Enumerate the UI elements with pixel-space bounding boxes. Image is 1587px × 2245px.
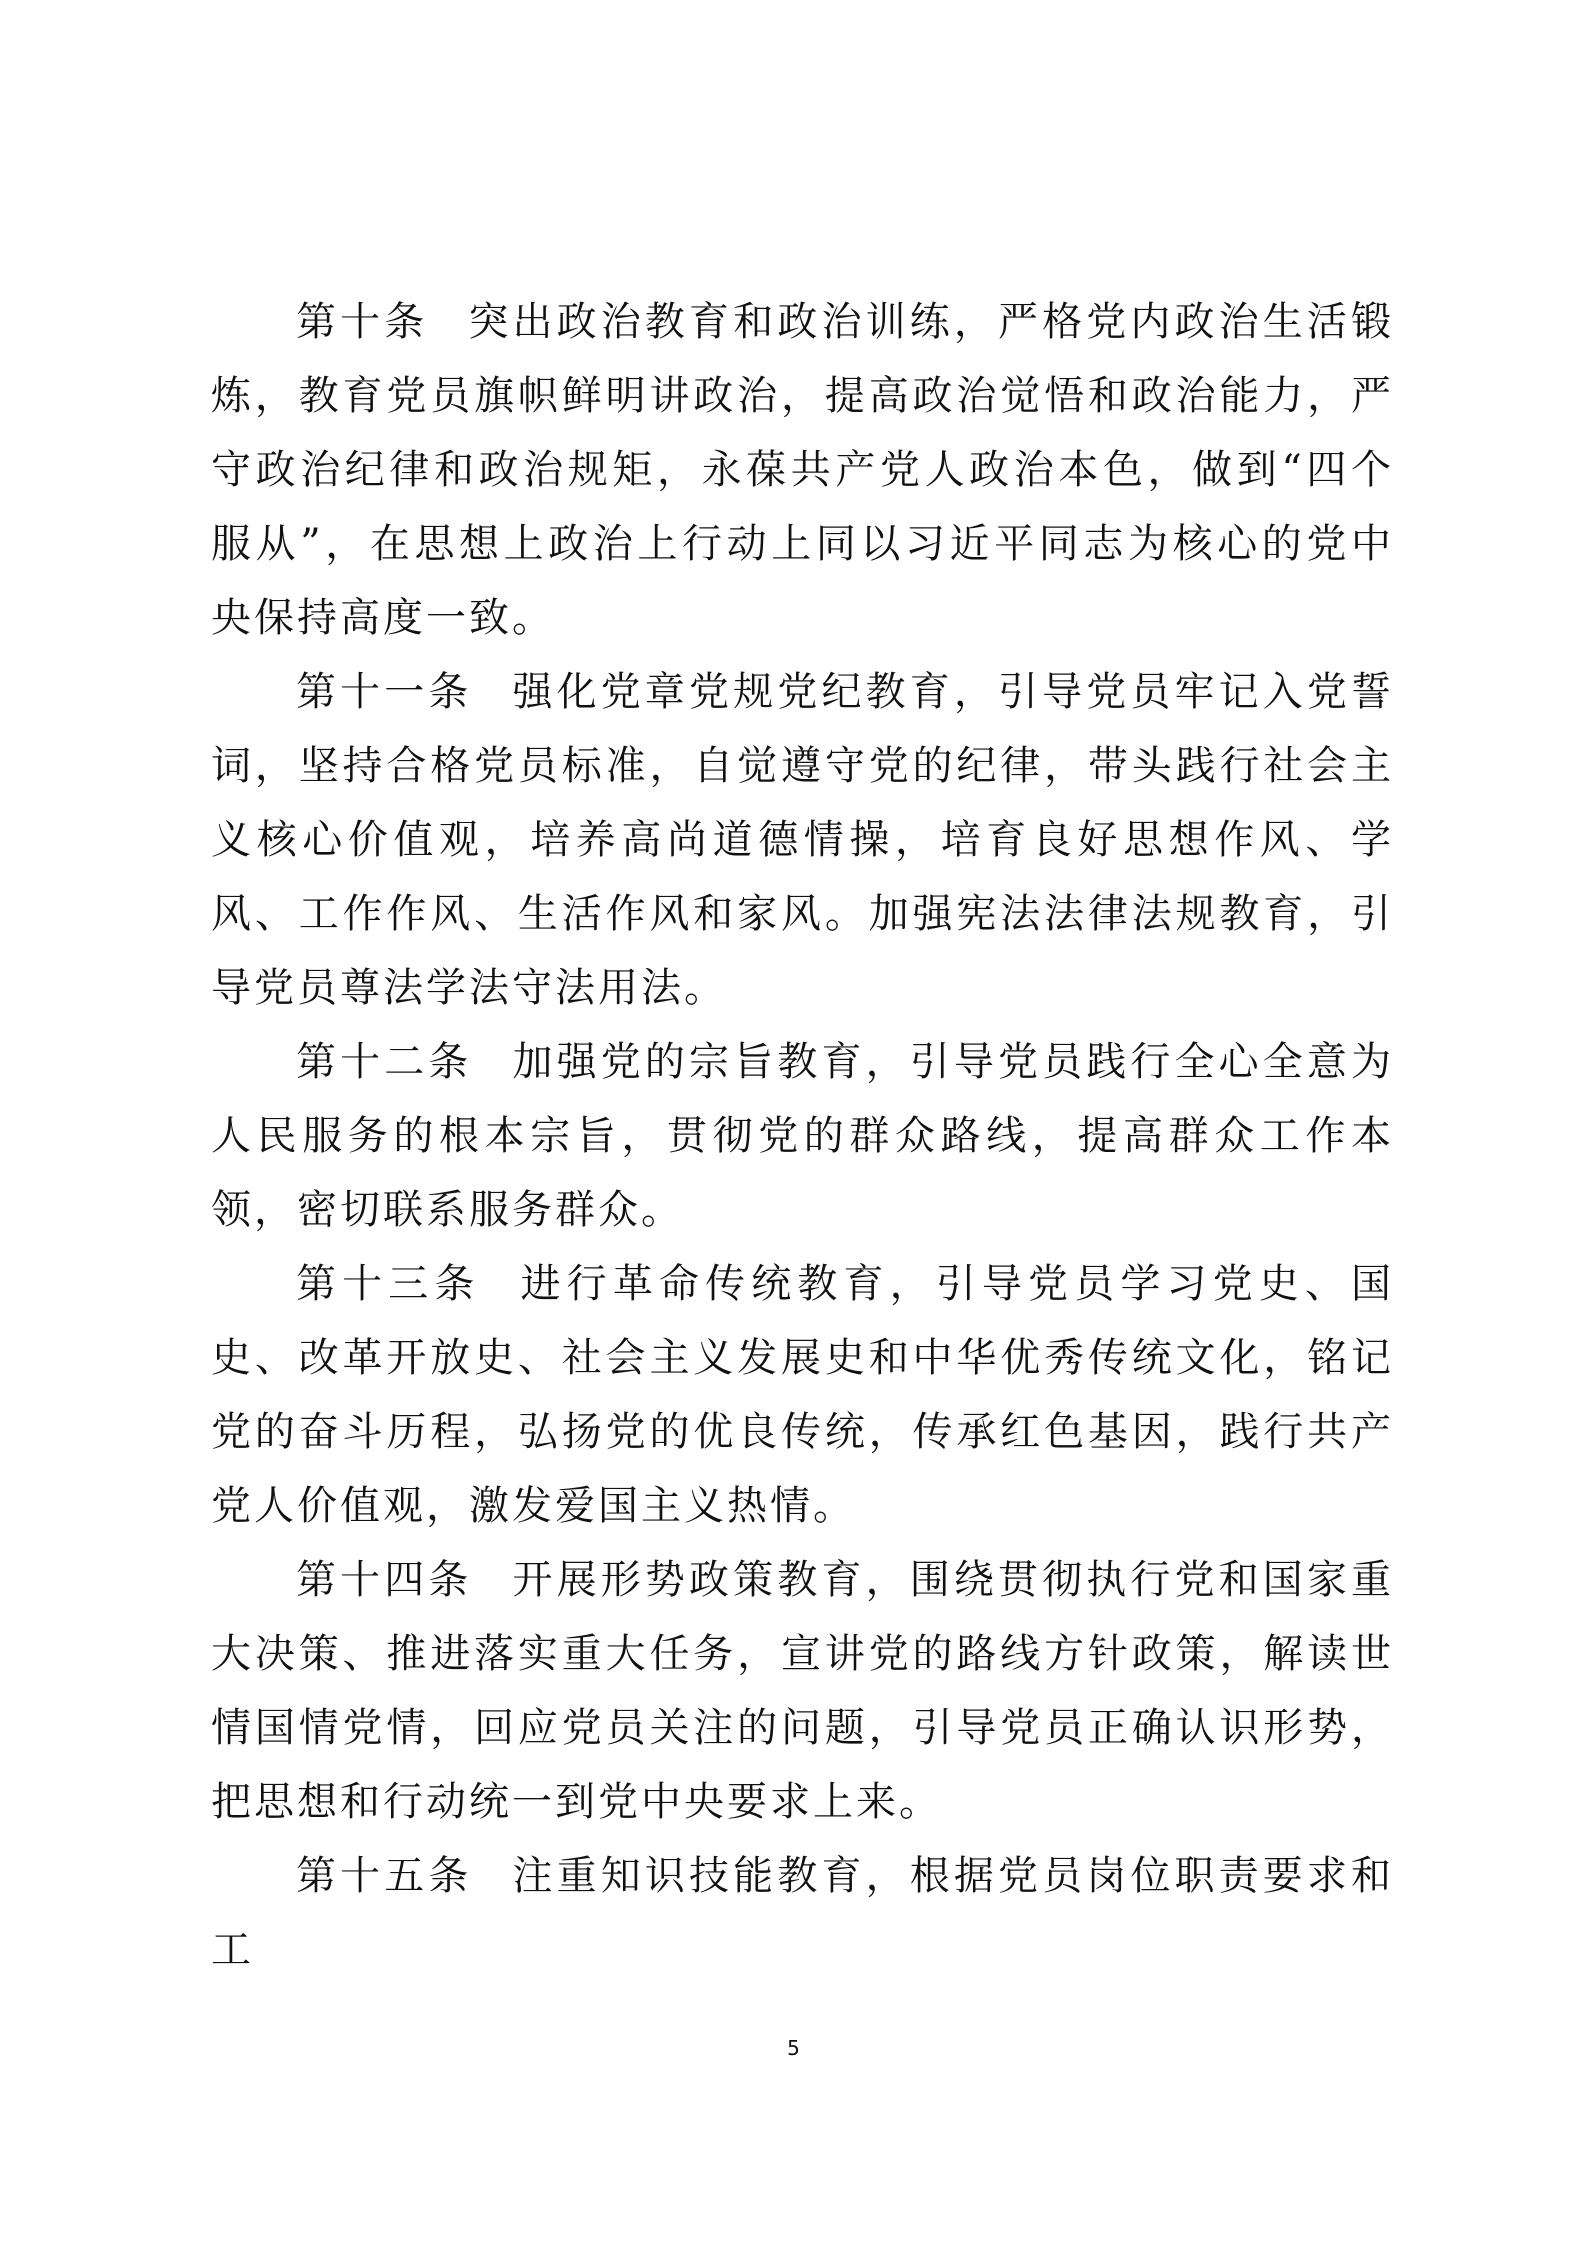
article-paragraph xyxy=(211,655,1394,1025)
article-number: 第十四条 xyxy=(296,1557,473,1603)
article-paragraph xyxy=(211,1839,1394,1987)
article-text: 注重知识技能教育，根据党员岗位职责要求和工 xyxy=(211,1853,1395,1973)
article-text: 进行革命传统教育，引导党员学习党史、国史、改革开放史、社会主义发展史和中华优秀传统文化，铭记党的奋斗历程，弘扬党的优良传统，传承红色基因，践行共产党人价值观，激发爱国主义热情。 xyxy=(211,1261,1395,1529)
article-text: 强化党章党规党纪教育，引导党员牢记入党誓词，坚持合格党员标准，自觉遵守党的纪律，带头践行社会主义核心价值观，培养高尚道德情操，培育良好思想作风、学风、工作作风、生活作风和家风。加强宪法法律法规教育，引导党员尊法学法守法用法。 xyxy=(211,669,1395,1011)
page-number: 5 xyxy=(787,2036,800,2060)
article-number: 第十条 xyxy=(296,299,429,345)
article-text: 开展形势政策教育，围绕贯彻执行党和国家重大决策、推进落实重大任务，宣讲党的路线方针政策，解读世情国情党情，回应党员关注的问题，引导党员正确认识形势，把思想和行动统一到党中央要求上来。 xyxy=(211,1557,1395,1825)
article-paragraph xyxy=(211,285,1394,655)
article-paragraph xyxy=(211,1543,1394,1839)
article-number: 第十二条 xyxy=(296,1039,473,1085)
article-paragraph xyxy=(211,1025,1394,1247)
article-paragraph xyxy=(211,1247,1394,1543)
article-number: 第十五条 xyxy=(296,1853,473,1899)
article-text: 突出政治教育和政治训练，严格党内政治生活锻炼，教育党员旗帜鲜明讲政治，提高政治觉悟和政治能力，严守政治纪律和政治规矩，永葆共产党人政治本色，做到“四个服从”，在思想上政治上行动上同以习近平同志为核心的党中央保持高度一致。 xyxy=(211,299,1395,641)
article-number: 第十一条 xyxy=(296,669,473,715)
document-body xyxy=(211,285,1394,1987)
article-number: 第十三条 xyxy=(296,1261,481,1307)
article-text: 加强党的宗旨教育，引导党员践行全心全意为人民服务的根本宗旨，贯彻党的群众路线，提高群众工作本领，密切联系服务群众。 xyxy=(211,1039,1395,1233)
